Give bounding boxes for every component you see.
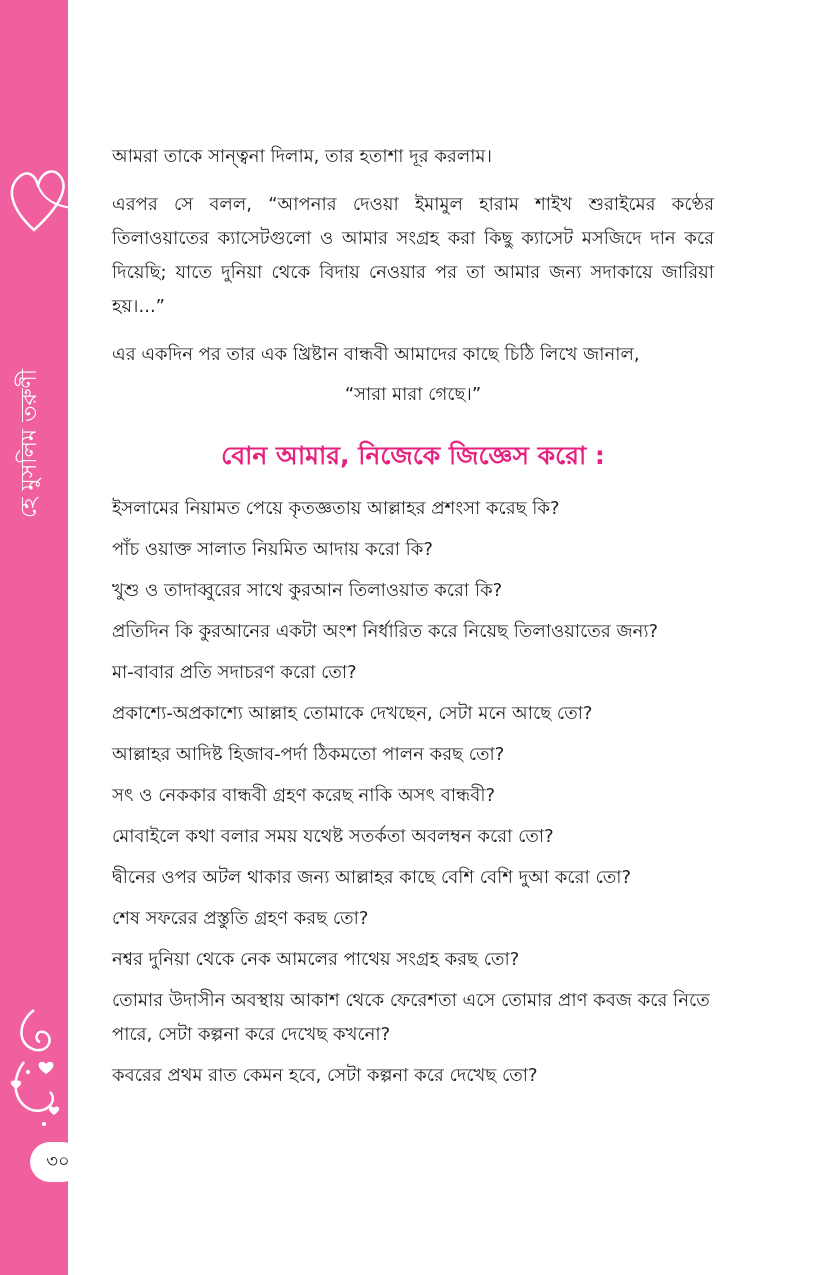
page-content xyxy=(112,140,714,1100)
question-item: ইসলামের নিয়ামত পেয়ে কৃতজ্ঞতায় আল্লাহর প্রশংসা করেছ কি? xyxy=(112,498,560,519)
question-item: কবরের প্রথম রাত কেমন হবে, সেটা কল্পনা করে দেখেছ তো? xyxy=(112,1065,538,1086)
question-item: প্রতিদিন কি কুরআনের একটা অংশ নির্ধারিত করে নিয়েছ তিলাওয়াতের জন্য? xyxy=(112,621,659,642)
question-item: আল্লাহর আদিষ্ট হিজাব-পর্দা ঠিকমতো পালন করছ তো? xyxy=(112,744,505,765)
question-item: তোমার উদাসীন অবস্থায় আকাশ থেকে ফেরেশতা এসে তোমার প্রাণ কবজ করে নিতে পারে, সেটা কল্পনা করে দেখেছ কখনো? xyxy=(112,990,710,1045)
question-item: প্রকাশ্যে-অপ্রকাশ্যে আল্লাহ তোমাকে দেখছেন, সেটা মনে আছে তো? xyxy=(112,703,593,724)
question-item: মোবাইলে কথা বলার সময় যথেষ্ট সতর্কতা অবলম্বন করো তো? xyxy=(112,826,554,847)
paragraph-3: এর একদিন পর তার এক খ্রিষ্টান বান্ধবী আমাদের কাছে চিঠি লিখে জানাল, xyxy=(112,344,640,365)
question-item: মা-বাবার প্রতি সদাচরণ করো তো? xyxy=(112,662,357,683)
page-number: ৩০ xyxy=(46,1151,70,1172)
question-item: খুশু ও তাদাব্বুরের সাথে কুরআন তিলাওয়াত করো কি? xyxy=(112,580,503,601)
section-heading: বোন আমার, নিজেকে জিজ্ঞেস করো : xyxy=(221,441,605,470)
question-item: সৎ ও নেককার বান্ধবী গ্রহণ করেছ নাকি অসৎ বান্ধবী? xyxy=(112,785,496,806)
question-item: পাঁচ ওয়াক্ত সালাত নিয়মিত আদায় করো কি? xyxy=(112,539,433,560)
paragraph-1: আমরা তাকে সান্ত্বনা দিলাম, তার হতাশা দূর করলাম। xyxy=(112,146,492,167)
question-item: নশ্বর দুনিয়া থেকে নেক আমলের পাথেয় সংগ্রহ করছ তো? xyxy=(112,949,520,970)
book-title: হে মুসলিম তরুণী xyxy=(17,368,42,518)
heart-ornament-icon xyxy=(4,150,74,240)
quote-line: “সারা মারা গেছে।” xyxy=(344,384,482,405)
question-item: শেষ সফরের প্রস্তুতি গ্রহণ করছ তো? xyxy=(112,908,369,929)
question-list xyxy=(112,492,714,1093)
swirl-ornament-icon xyxy=(4,1000,70,1140)
question-item: দ্বীনের ওপর অটল থাকার জন্য আল্লাহর কাছে বেশি বেশি দুআ করো তো? xyxy=(112,867,632,888)
paragraph-2: এরপর সে বলল, “আপনার দেওয়া ইমামুল হারাম শাইখ শুরাইমের কণ্ঠের তিলাওয়াতের ক্যাসেটগুলো ও আমার সংগ্রহ করা কিছু ক্যাসেট মসজিদে দান করে দিয়েছি; যাতে দুনিয়া থেকে বিদায় নেওয়ার পর তা আমার জন্য সদাকায়ে জারিয়া হয়।...” xyxy=(112,194,714,317)
